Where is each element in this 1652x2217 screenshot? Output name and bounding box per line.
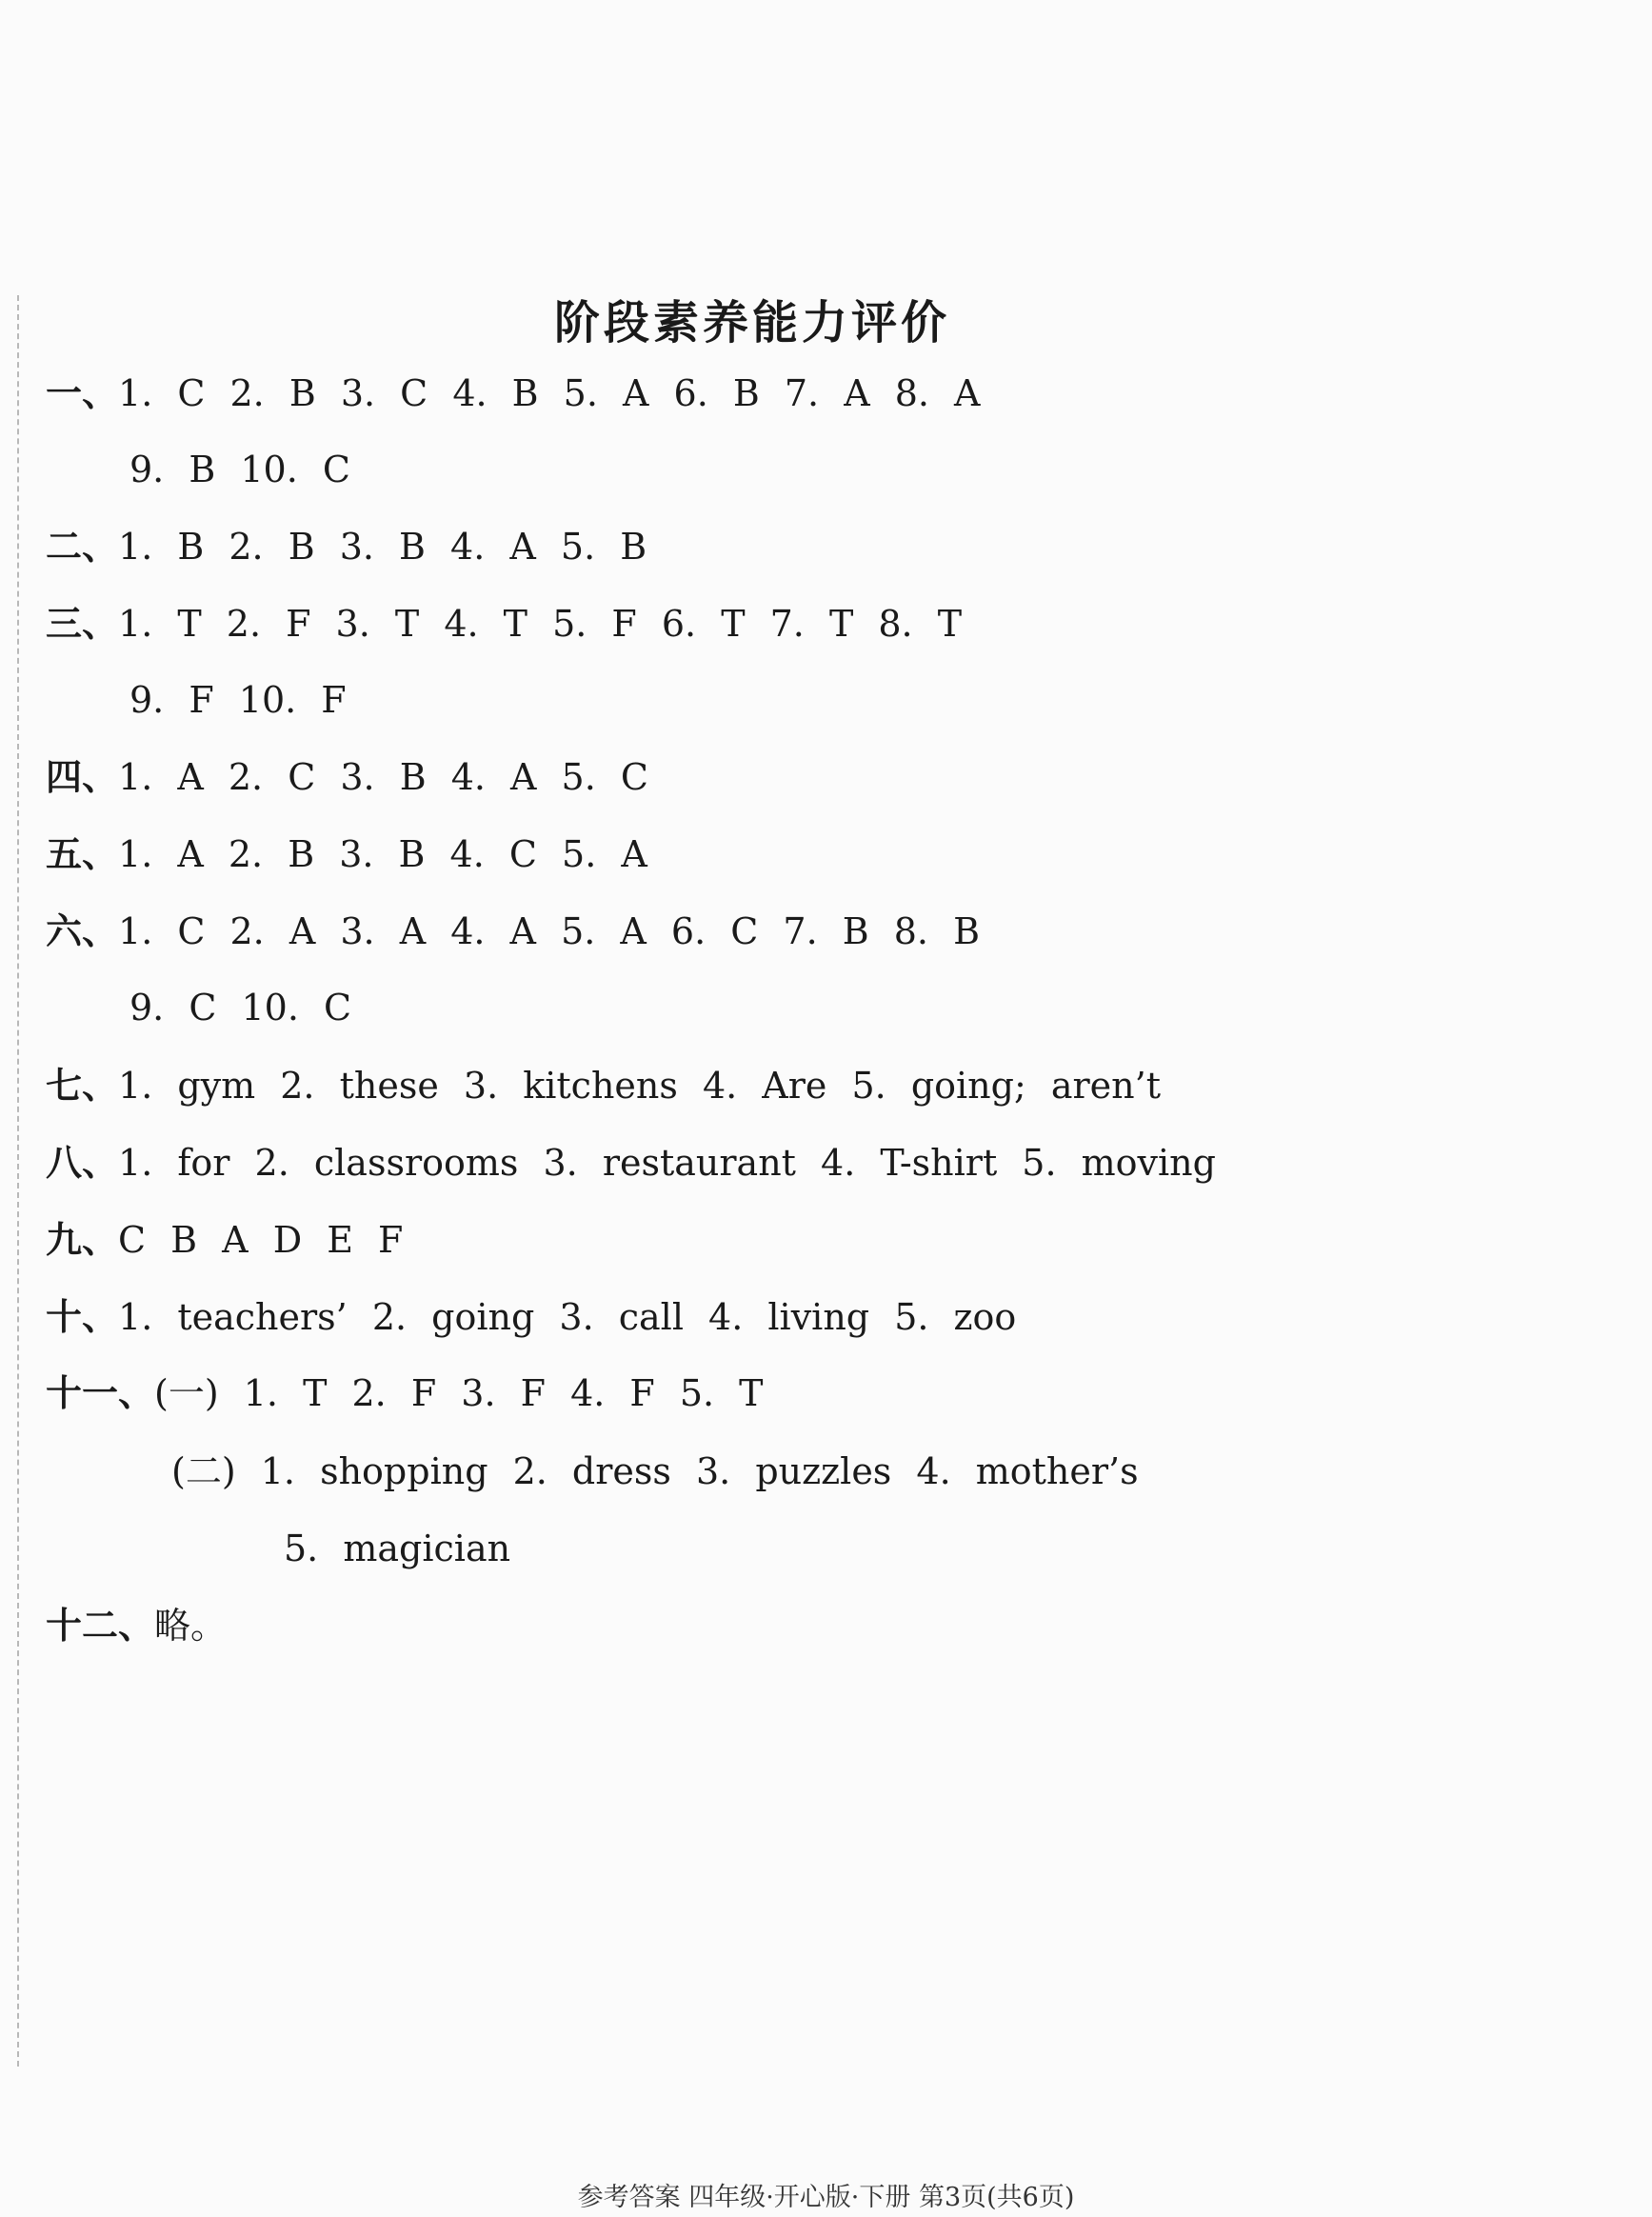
answer-items: 1. C 2. A 3. A 4. A 5. A 6. C 7. B 8. B <box>118 910 981 952</box>
answer-items: 1. C 2. B 3. C 4. B 5. A 6. B 7. A 8. A <box>118 372 981 414</box>
answer-line <box>46 365 981 422</box>
answer-line <box>129 979 351 1036</box>
answer-line <box>129 441 350 498</box>
answer-items: 1. gym 2. these 3. kitchens 4. Are 5. going; aren’t <box>118 1065 1161 1107</box>
page-title: 阶段素养能力评价 <box>553 296 950 350</box>
binding-margin-dashed-line <box>17 295 19 2067</box>
answer-items: C B A D E F <box>118 1219 404 1261</box>
section-label: 七、 <box>46 1064 119 1107</box>
answer-items: 1. A 2. C 3. B 4. A 5. C <box>118 756 648 798</box>
section-label: 五、 <box>46 832 119 875</box>
answer-items: 1. for 2. classrooms 3. restaurant 4. T-shirt 5. moving <box>118 1142 1216 1184</box>
section-label: 九、 <box>46 1218 119 1261</box>
answer-line <box>284 1520 510 1577</box>
page-footer: 参考答案 四年级·开心版·下册 第3页(共6页) <box>577 2183 1075 2212</box>
answer-line <box>46 1057 1161 1114</box>
section-label: 十、 <box>46 1295 119 1338</box>
answer-line <box>46 518 647 575</box>
answer-items: 9. C 10. C <box>129 987 352 1029</box>
answer-line <box>46 1134 1216 1191</box>
answer-items: 1. teachers’ 2. going 3. call 4. living 5. zoo <box>118 1296 1017 1338</box>
answer-items: 1. T 2. F 3. T 4. T 5. F 6. T 7. T 8. T <box>118 603 963 645</box>
answer-line <box>171 1443 1139 1500</box>
answer-items: 9. F 10. F <box>129 679 347 721</box>
answer-items: (一) 1. T 2. F 3. F 4. F 5. T <box>154 1372 764 1414</box>
section-label: 六、 <box>46 909 119 952</box>
answer-line <box>46 1597 227 1654</box>
answer-line <box>46 1288 1016 1346</box>
answer-line <box>129 671 347 729</box>
section-label: 十二、 <box>46 1604 155 1647</box>
section-label: 三、 <box>46 602 119 645</box>
answer-line <box>46 749 648 806</box>
answer-line <box>46 1365 764 1422</box>
answer-items: 略。 <box>154 1605 228 1647</box>
answer-line <box>46 1211 403 1268</box>
answer-items: 1. A 2. B 3. B 4. C 5. A <box>118 833 647 875</box>
answer-line <box>46 826 647 883</box>
answer-line <box>46 903 980 960</box>
section-label: 二、 <box>46 525 119 568</box>
answer-line <box>46 595 962 652</box>
answer-items: (二) 1. shopping 2. dress 3. puzzles 4. mother’s <box>171 1450 1139 1492</box>
answer-items: 5. magician <box>284 1528 511 1569</box>
section-label: 八、 <box>46 1141 119 1184</box>
section-label: 四、 <box>46 755 119 798</box>
section-label: 十一、 <box>46 1371 155 1414</box>
section-label: 一、 <box>46 371 119 414</box>
answer-items: 1. B 2. B 3. B 4. A 5. B <box>118 526 647 568</box>
answer-items: 9. B 10. C <box>129 449 350 490</box>
